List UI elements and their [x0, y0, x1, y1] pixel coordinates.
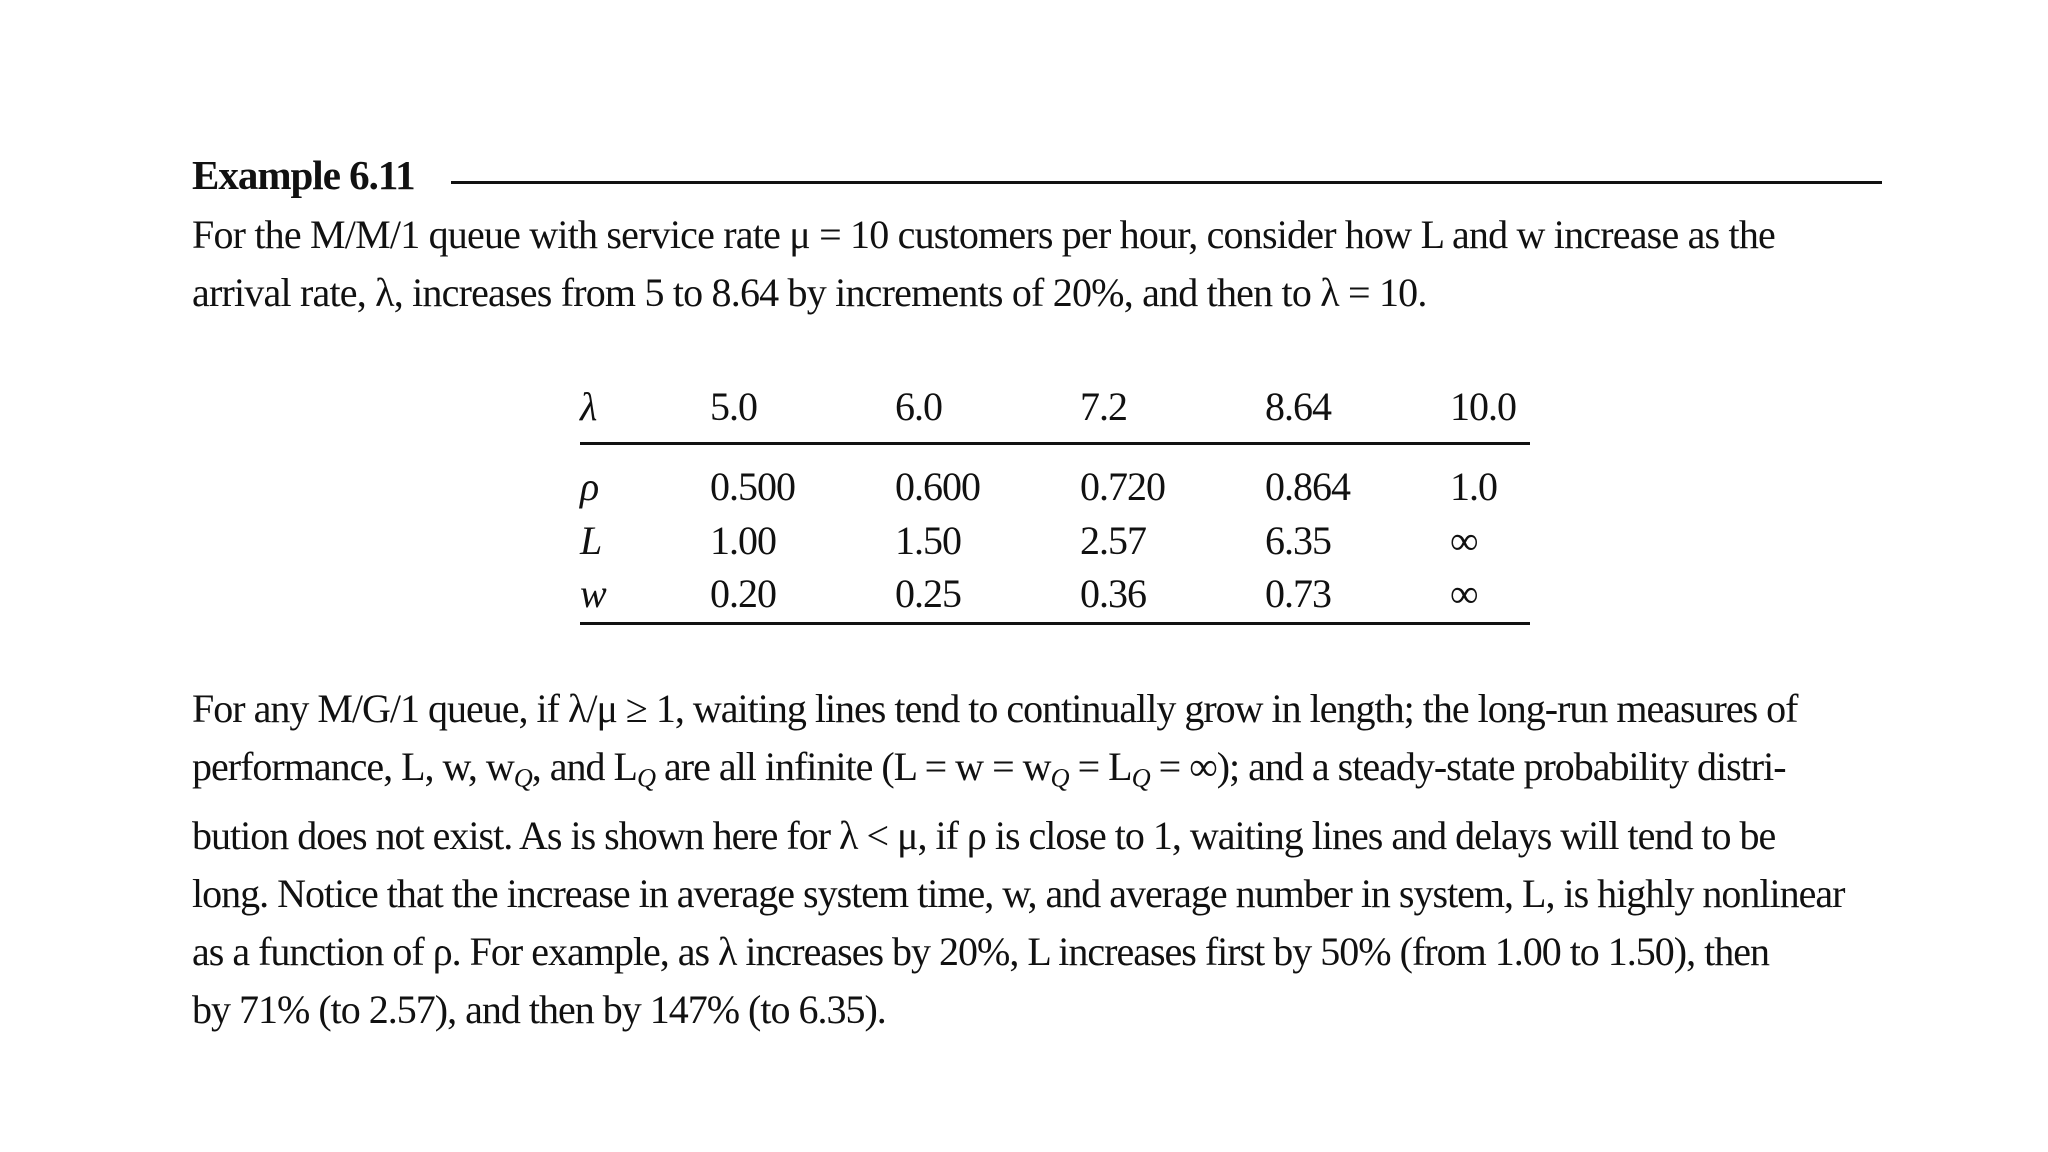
table-cell: 0.36: [1080, 567, 1265, 624]
body-line-1: For any M/G/1 queue, if λ/μ ≥ 1, waiting lines tend to continually grow in length; the long-run measures of: [192, 686, 1798, 731]
table-row: [580, 514, 1530, 567]
table-row: [580, 567, 1530, 624]
row-symbol: L: [580, 518, 602, 563]
table-header-cell: 6.0: [895, 370, 1080, 444]
table-cell: 0.73: [1265, 567, 1450, 624]
body-line-2-part-d: = L: [1068, 744, 1132, 789]
body-line-3: bution does not exist. As is shown here for λ < μ, if ρ is close to 1, waiting lines and delays will tend to be: [192, 812, 1776, 858]
example-title: Example 6.11: [192, 152, 415, 198]
table-cell: 6.35: [1265, 518, 1331, 563]
table-cell: 0.864: [1265, 464, 1350, 509]
example-header: [192, 150, 1882, 200]
intro-line-1: For the M/M/1 queue with service rate μ = 10 customers per hour, consider how L and w increase as the: [192, 212, 1775, 257]
subscript-q: Q: [1131, 762, 1150, 793]
row-symbol: ρ: [580, 464, 599, 509]
body-line-2-part-a: performance, L, w, w: [192, 744, 514, 789]
table-cell: 0.20: [710, 567, 895, 624]
header-rule: [451, 181, 1882, 184]
body-line-2-part-c: are all infinite (L = w = w: [655, 744, 1051, 789]
body-line-2-part-b: , and L: [531, 744, 637, 789]
table-cell: 2.57: [1080, 518, 1146, 563]
table-cell: ∞: [1450, 567, 1530, 624]
intro-line-2: arrival rate, λ, increases from 5 to 8.64 by increments of 20%, and then to λ = 10.: [192, 270, 1427, 315]
table-cell: 1.0: [1450, 464, 1497, 509]
intro-paragraph: [192, 206, 1892, 322]
body-line-4: long. Notice that the increase in average system time, w, and average number in system, L, is highly nonlinear: [192, 870, 1845, 916]
body-line-5: as a function of ρ. For example, as λ increases by 20%, L increases first by 50% (from 1.00 to 1.50), then: [192, 928, 1769, 974]
table-cell: 0.600: [895, 464, 980, 509]
body-paragraph: [192, 680, 1892, 1039]
body-line-2-part-e: = ∞); and a steady-state probability distri-: [1149, 744, 1786, 789]
table-header-cell: 8.64: [1265, 370, 1450, 444]
subscript-q: Q: [1050, 762, 1069, 793]
table-cell: 1.00: [710, 518, 776, 563]
table-cell: 0.25: [895, 567, 1080, 624]
table-header-cell: 7.2: [1080, 370, 1265, 444]
subscript-q: Q: [636, 762, 656, 793]
table-header-cell: λ: [580, 370, 710, 444]
subscript-q: Q: [513, 762, 532, 793]
table-header-row: [580, 370, 1530, 444]
body-line-2: [192, 738, 1892, 807]
row-symbol: w: [580, 567, 710, 624]
table-cell: 0.720: [1080, 464, 1165, 509]
table-row: [580, 444, 1530, 515]
table-header-cell: 5.0: [710, 370, 895, 444]
table-header-cell: 10.0: [1450, 370, 1530, 444]
table-cell: 0.500: [710, 464, 795, 509]
table-cell: ∞: [1450, 518, 1478, 563]
queue-measures-table: [580, 370, 1530, 625]
body-line-6: by 71% (to 2.57), and then by 147% (to 6.35).: [192, 986, 886, 1032]
table-cell: 1.50: [895, 518, 961, 563]
